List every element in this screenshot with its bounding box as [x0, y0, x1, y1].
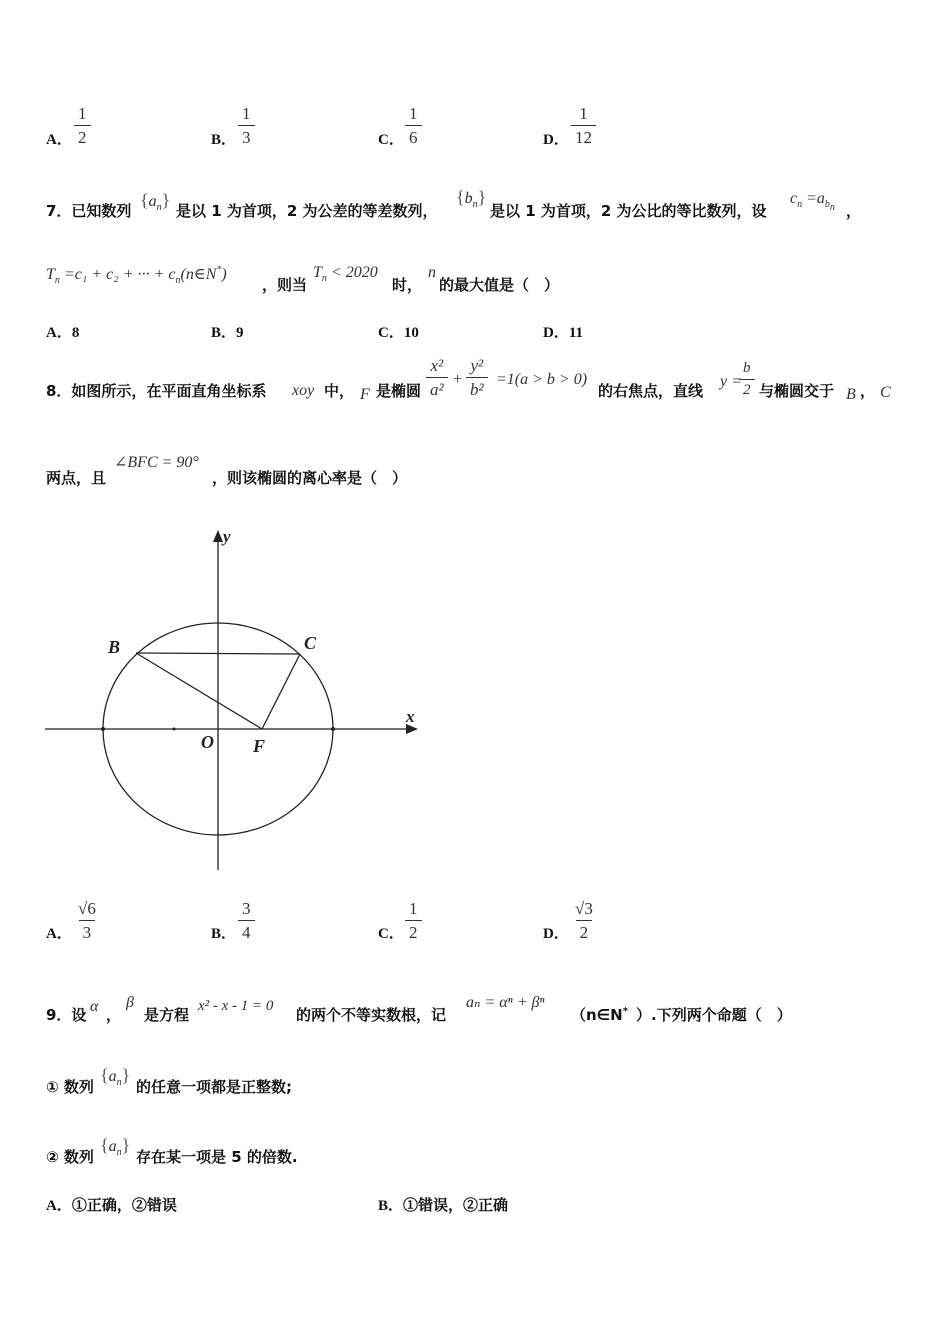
q7-n: n: [428, 264, 436, 281]
right-vertex-dot: [331, 727, 335, 731]
q6-option-b-fraction: [238, 105, 255, 146]
q9-comma: ，: [106, 1006, 122, 1024]
q8-text-6: 两点，且: [46, 469, 107, 487]
q8-xoy: xoy: [292, 382, 315, 399]
q8-option-b-label: B．: [211, 926, 237, 942]
q8-text-4: 的右焦点，直线: [598, 382, 704, 400]
numerator: b: [743, 360, 751, 376]
q8-ellipse-eq: =1(a > b > 0): [496, 371, 588, 388]
left-focus-dot: [173, 728, 176, 731]
q7-option-c: C．10: [378, 325, 419, 341]
q7-text-3: 是以 1 为首项，2 为公比的等比数列，设: [490, 202, 767, 220]
q8-B: B: [846, 386, 856, 403]
q7-text-1: 7．已知数列: [46, 202, 132, 220]
q8-text-2: 中，: [324, 382, 355, 400]
q9-option-b: B．①错误，②正确: [378, 1198, 509, 1214]
q8-option-d-label: D．: [543, 926, 569, 942]
numerator: 1: [242, 104, 251, 123]
q8-option-c-label: C．: [378, 926, 404, 942]
q8-C: C: [880, 384, 891, 401]
q8-b-half: [739, 361, 755, 398]
p1-seq-an: $\{a_n\}$: [100, 1065, 131, 1089]
q8-text-5: 与椭圆交于: [759, 382, 835, 400]
numerator: 1: [409, 104, 418, 123]
numerator: √6: [78, 899, 96, 918]
q7-text-2: 是以 1 为首项，2 为公差的等差数列，: [176, 202, 438, 220]
q8-F: F: [360, 386, 370, 403]
q9-option-a: A．①正确，②错误: [46, 1198, 177, 1214]
q8-ellipse-figure: [40, 520, 440, 880]
denominator: 4: [238, 920, 255, 941]
q8-option-a-fraction: [74, 900, 100, 941]
q7-seq-bn: $\{b_n\}$: [456, 187, 487, 211]
q7-cn-def: $c_n =a_{b_n}$: [790, 190, 835, 214]
q7-text-4: ，: [846, 202, 862, 220]
q8-option-d-fraction: [571, 900, 597, 941]
q9-alpha: α: [90, 998, 99, 1015]
y-axis-arrow-icon: [213, 530, 223, 542]
denominator: 12: [571, 125, 596, 146]
q6-option-c-label: C．: [378, 132, 404, 148]
q9-text-1: 9．设: [46, 1006, 87, 1024]
denominator: 2: [739, 379, 755, 398]
q7-option-d: D．11: [543, 325, 584, 341]
numerator: x²: [430, 356, 444, 375]
denominator: 2: [576, 920, 593, 941]
q8-y-fraction: [466, 357, 488, 398]
p1-text-b: 的任意一项都是正整数;: [136, 1078, 292, 1096]
label-C: C: [304, 633, 317, 653]
q9-an-def: aₙ = αⁿ + βⁿ: [466, 994, 545, 1011]
q9-text-2: 是方程: [144, 1006, 190, 1024]
q7-tn-condition: $T_n < 2020$: [313, 264, 378, 285]
q8-text-3: 是椭圆: [376, 382, 422, 400]
chord-bc: [136, 653, 300, 654]
denominator: 3: [238, 125, 255, 146]
q8-option-b-fraction: [238, 900, 255, 941]
q8-text-7: ，则该椭圆的离心率是（ ）: [212, 469, 408, 487]
q6-option-d-label: D．: [543, 132, 569, 148]
q7-text-7: 的最大值是（ ）: [439, 276, 560, 294]
q7-text-6: 时，: [392, 276, 423, 294]
q8-line-1: [46, 355, 926, 405]
q9-text-4: ）.下列两个命题（ ）: [636, 1006, 792, 1024]
numerator: √3: [575, 899, 593, 918]
numerator: 1: [579, 104, 588, 123]
denominator: 2: [405, 920, 422, 941]
q9-stem: [46, 990, 926, 1026]
q9-text-3: 的两个不等实数根，记: [296, 1006, 447, 1024]
q8-text-1: 8．如图所示，在平面直角坐标系: [46, 382, 267, 400]
q9-beta: β: [126, 994, 134, 1011]
q9-equation: x² - x - 1 = 0: [198, 998, 274, 1014]
label-B: B: [108, 637, 121, 657]
q8-option-a-label: A．: [46, 926, 72, 942]
numerator: y²: [470, 356, 484, 375]
q7-option-b: B．9: [211, 325, 244, 341]
left-vertex-dot: [101, 727, 105, 731]
label-F: F: [253, 736, 266, 756]
q7-tn-sum: $T_n =c_1 + c_2$ + ··· + $c_n(n\in N^*)$: [46, 264, 227, 287]
p2-text-a: ② 数列: [46, 1148, 94, 1166]
p2-seq-an: $\{a_n\}$: [100, 1135, 131, 1159]
q9-condition: （n∈N*: [571, 1006, 628, 1024]
q6-option-d-fraction: [571, 105, 596, 146]
label-y: y: [223, 527, 231, 546]
segment-cf: [262, 654, 300, 729]
q7-seq-an: $\{a_n\}$: [140, 190, 171, 214]
label-x: x: [406, 707, 415, 726]
q6-option-b-label: B．: [211, 132, 237, 148]
denominator: 3: [79, 920, 96, 941]
q8-option-c-fraction: [405, 900, 422, 941]
q8-plus: +: [452, 371, 463, 388]
q8-comma: ，: [860, 382, 876, 400]
numerator: 3: [242, 899, 251, 918]
denominator: a²: [426, 377, 448, 398]
denominator: b²: [466, 377, 488, 398]
q6-option-a-fraction: [74, 105, 91, 146]
p1-text-a: ① 数列: [46, 1078, 94, 1096]
q7-text-5: ，则当: [262, 276, 308, 294]
numerator: 1: [78, 104, 87, 123]
label-O: O: [201, 732, 214, 752]
p2-text-b: 存在某一项是 5 的倍数.: [136, 1148, 298, 1166]
q6-option-c-fraction: [405, 105, 422, 146]
numerator: 1: [409, 899, 418, 918]
segment-bf: [136, 653, 262, 729]
q8-x-fraction: [426, 357, 448, 398]
q8-angle: ∠BFC = 90°: [114, 454, 199, 471]
q7-option-a: A．8: [46, 325, 80, 341]
q8-y-eq: y =: [720, 373, 742, 390]
q6-option-a-label: A．: [46, 132, 72, 148]
denominator: 2: [74, 125, 91, 146]
denominator: 6: [405, 125, 422, 146]
